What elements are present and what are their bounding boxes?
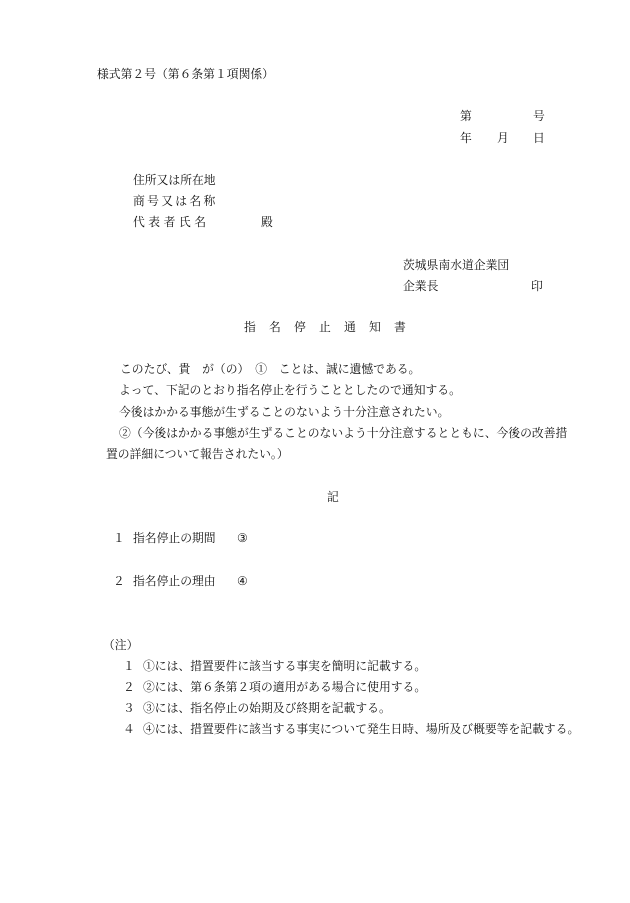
number-suffix: 号	[533, 109, 545, 123]
note-number: ３	[123, 701, 135, 715]
seal-mark: 印	[531, 279, 543, 293]
date-month: 月	[497, 131, 509, 145]
date-day: 日	[533, 131, 545, 145]
body-line: ②（今後はかかる事態が生ずることのないよう十分注意するとともに、今後の改善措	[119, 426, 568, 440]
note-text: ③には、指名停止の始期及び終期を記載する。	[143, 701, 391, 715]
item-label: 指名停止の理由	[133, 574, 216, 588]
item-value: ③	[237, 531, 248, 545]
sender-title: 企業長	[403, 279, 439, 293]
body-line: このたび、貴 が（の） ① ことは、誠に遺憾である。	[120, 362, 421, 376]
note-number: ４	[123, 722, 135, 736]
document-title: 指名停止通知書	[244, 320, 419, 334]
item-number: ２	[113, 574, 125, 588]
item-label: 指名停止の期間	[133, 531, 216, 545]
recipient-honorific: 殿	[261, 215, 273, 229]
ki-heading: 記	[327, 490, 339, 504]
item-value: ④	[237, 574, 248, 588]
recipient-representative-label: 代表者氏名	[133, 215, 210, 229]
recipient-address-label: 住所又は所在地	[133, 173, 216, 187]
item-number: １	[113, 531, 125, 545]
body-line: よって、下記のとおり指名停止を行うこととしたので通知する。	[119, 383, 461, 397]
note-text: ①には、措置要件に該当する事実を簡明に記載する。	[143, 659, 427, 673]
body-line: 置の詳細について報告されたい。）	[106, 447, 289, 461]
sender-organization: 茨城県南水道企業団	[403, 258, 510, 272]
notes-heading: （注）	[103, 638, 139, 652]
number-prefix: 第	[460, 109, 472, 123]
note-text: ④には、措置要件に該当する事実について発生日時、場所及び概要等を記載する。	[143, 722, 580, 736]
date-year: 年	[460, 131, 472, 145]
note-text: ②には、第６条第２項の適用がある場合に使用する。	[143, 680, 427, 694]
note-number: ２	[123, 680, 135, 694]
form-label: 様式第２号（第６条第１項関係）	[97, 67, 274, 81]
body-line: 今後はかかる事態が生ずることのないよう十分注意されたい。	[119, 405, 450, 419]
note-number: １	[123, 659, 135, 673]
recipient-name-label: 商号又は名称	[133, 194, 218, 208]
